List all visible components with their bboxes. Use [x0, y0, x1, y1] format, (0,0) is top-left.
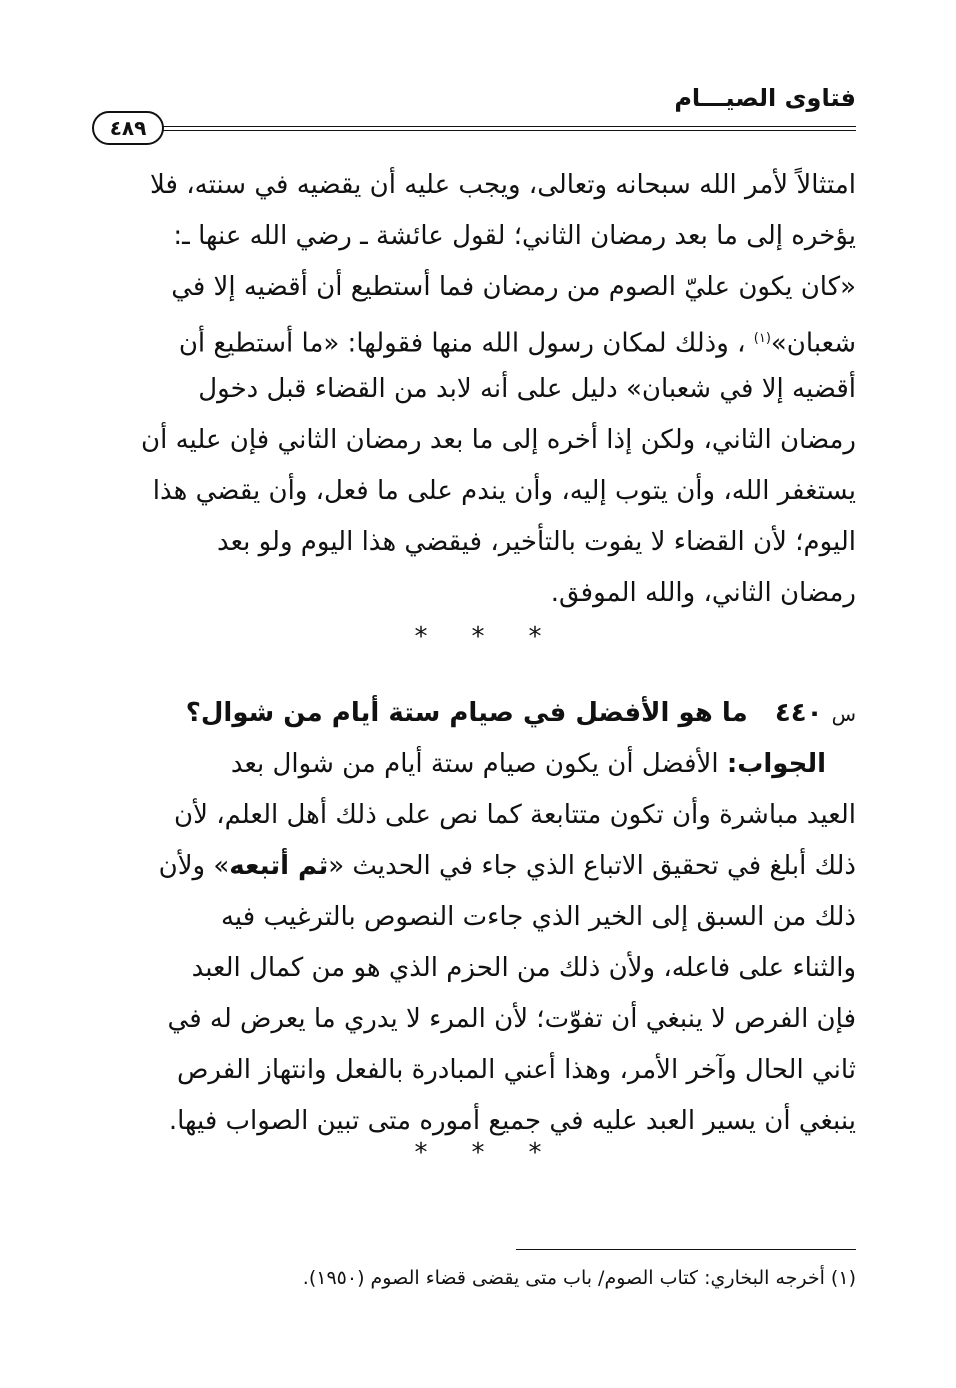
text-line: يستغفر الله، وأن يتوب إليه، وأن يندم على ما فعل، وأن يقضي هذا [152, 476, 856, 506]
section-separator [0, 1138, 956, 1168]
star-glyph: * [528, 622, 542, 652]
answer-label: الجواب: [726, 749, 826, 779]
text-line: امتثالاً لأمر الله سبحانه وتعالى، ويجب عليه أن يقضيه في سنته، فلا [150, 170, 856, 200]
star-glyph: * [528, 1138, 542, 1168]
star-glyph: * [414, 1138, 428, 1168]
text-line: ينبغي أن يسير العبد عليه في جميع أموره متى تبين الصواب فيها. [168, 1106, 856, 1136]
answer-paragraph [96, 739, 856, 1147]
question-marker: س [831, 702, 856, 726]
text-line [96, 841, 856, 892]
paragraph-continuation [96, 160, 856, 619]
page-number-badge: ٤٨٩ [92, 111, 164, 145]
text-line: العيد مباشرة وأن تكون متتابعة كما نص على ذلك أهل العلم، لأن [174, 800, 856, 830]
text-segment: الأفضل أن يكون صيام ستة أيام من شوال بعد [230, 749, 727, 779]
text-line: ثاني الحال وآخر الأمر، وهذا أعني المبادرة بالفعل وانتهاز الفرص [176, 1055, 856, 1085]
text-line [96, 739, 856, 790]
text-line: ذلك من السبق إلى الخير الذي جاءت النصوص بالترغيب فيه [220, 902, 856, 932]
star-glyph: * [471, 622, 485, 652]
header-rule [162, 126, 856, 131]
footnote: (١) أخرجه البخاري: كتاب الصوم/ باب متى يقضى قضاء الصوم (١٩٥٠). [302, 1267, 856, 1289]
text-line: أقضيه إلا في شعبان» دليل على أنه لابد من القضاء قبل دخول [198, 374, 856, 404]
text-line: اليوم؛ لأن القضاء لا يفوت بالتأخير، فيقضي هذا اليوم ولو بعد [216, 527, 856, 557]
star-glyph: * [471, 1138, 485, 1168]
text-line: رمضان الثاني، ولكن إذا أخره إلى ما بعد رمضان الثاني فإن عليه أن [141, 425, 856, 455]
text-line: رمضان الثاني، والله الموفق. [550, 578, 856, 608]
star-glyph: * [414, 622, 428, 652]
text-line: والثناء على فاعله، ولأن ذلك من الحزم الذي هو من كمال العبد [191, 953, 856, 983]
question-number: ٤٤٠ [774, 698, 823, 728]
text-segment: ذلك أبلغ في تحقيق الاتباع الذي جاء في الحديث « [328, 851, 856, 881]
text-line: فإن الفرص لا ينبغي أن تفوّت؛ لأن المرء لا يدري ما يعرض له في [167, 1004, 856, 1034]
text-line: يؤخره إلى ما بعد رمضان الثاني؛ لقول عائشة ـ رضي الله عنها ـ: [173, 221, 856, 251]
text-segment: ، وذلك لمكان رسول الله منها فقولها: «ما أستطيع أن [178, 328, 754, 359]
text-segment: شعبان» [770, 328, 856, 359]
question-text: ما هو الأفضل في صيام ستة أيام من شوال؟ [185, 698, 748, 728]
text-line [96, 313, 856, 364]
text-segment: » ولأن [158, 851, 230, 881]
hadith-quote: ثم أتبعه [229, 851, 329, 881]
section-separator [0, 622, 956, 652]
question-heading [96, 688, 856, 739]
footnote-rule [516, 1249, 856, 1250]
running-header-title: فتاوى الصيـــام [674, 84, 856, 112]
text-line: «كان يكون عليّ الصوم من رمضان فما أستطيع أن أقضيه إلا في [171, 272, 856, 302]
footnote-ref: (١) [753, 331, 771, 346]
